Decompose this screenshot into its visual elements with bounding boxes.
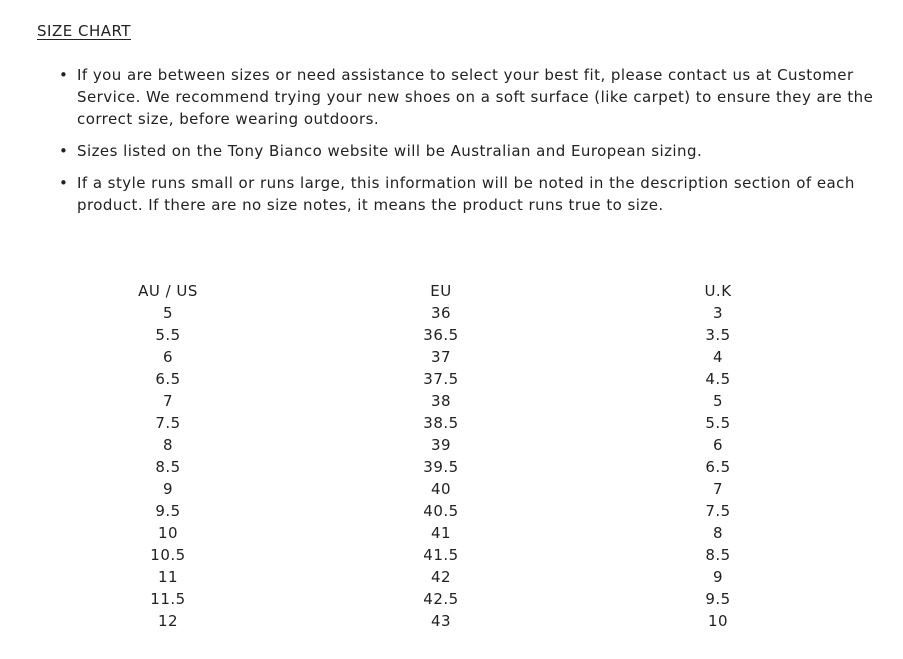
cell-uk: 4.5 xyxy=(705,370,731,388)
size-note-item xyxy=(57,172,877,216)
header-uk: U.K xyxy=(704,282,732,300)
cell-eu: 37 xyxy=(430,348,452,366)
table-row xyxy=(33,588,857,610)
header-au-us: AU / US xyxy=(138,282,198,300)
table-row xyxy=(33,302,857,324)
cell-eu: 36 xyxy=(430,304,452,322)
bullet-icon: • xyxy=(59,142,69,160)
cell-au-us: 10 xyxy=(157,524,179,542)
cell-au-us: 6.5 xyxy=(155,370,181,388)
cell-uk: 3 xyxy=(712,304,724,322)
cell-eu: 39 xyxy=(430,436,452,454)
cell-au-us: 12 xyxy=(157,612,179,630)
cell-au-us: 11.5 xyxy=(150,590,186,608)
table-row xyxy=(33,390,857,412)
cell-au-us: 8.5 xyxy=(155,458,181,476)
table-row xyxy=(33,544,857,566)
cell-uk: 6.5 xyxy=(705,458,731,476)
table-row xyxy=(33,478,857,500)
cell-uk: 9.5 xyxy=(705,590,731,608)
cell-uk: 3.5 xyxy=(705,326,731,344)
size-note-text: If you are between sizes or need assistance to select your best fit, please contact us at Customer Service. We recommend trying your new shoes on a soft surface (like carpet) to ensure they are the correct size, before wearing outdoors. xyxy=(77,66,874,128)
cell-uk: 8 xyxy=(712,524,724,542)
cell-uk: 4 xyxy=(712,348,724,366)
cell-uk: 7.5 xyxy=(705,502,731,520)
table-row xyxy=(33,500,857,522)
size-notes-list xyxy=(57,64,877,226)
table-row xyxy=(33,566,857,588)
size-note-item xyxy=(57,140,877,162)
table-header-row xyxy=(33,280,857,302)
table-row xyxy=(33,522,857,544)
cell-eu: 41 xyxy=(430,524,452,542)
cell-eu: 42 xyxy=(430,568,452,586)
table-row xyxy=(33,368,857,390)
table-row xyxy=(33,346,857,368)
bullet-icon: • xyxy=(59,66,69,84)
cell-uk: 10 xyxy=(707,612,729,630)
size-table-body xyxy=(33,302,857,632)
cell-uk: 5.5 xyxy=(705,414,731,432)
cell-eu: 40.5 xyxy=(423,502,459,520)
cell-au-us: 9.5 xyxy=(155,502,181,520)
size-note-text: If a style runs small or runs large, this information will be noted in the description section of each product. If there are no size notes, it means the product runs true to size. xyxy=(77,174,855,214)
table-row xyxy=(33,412,857,434)
cell-eu: 37.5 xyxy=(423,370,459,388)
cell-au-us: 9 xyxy=(162,480,174,498)
cell-au-us: 10.5 xyxy=(150,546,186,564)
header-eu: EU xyxy=(430,282,452,300)
table-row xyxy=(33,456,857,478)
cell-uk: 8.5 xyxy=(705,546,731,564)
table-row xyxy=(33,324,857,346)
cell-eu: 42.5 xyxy=(423,590,459,608)
table-row xyxy=(33,434,857,456)
cell-au-us: 5.5 xyxy=(155,326,181,344)
cell-eu: 38.5 xyxy=(423,414,459,432)
cell-eu: 38 xyxy=(430,392,452,410)
cell-au-us: 7.5 xyxy=(155,414,181,432)
size-chart-heading[interactable]: SIZE CHART xyxy=(37,22,131,40)
cell-eu: 40 xyxy=(430,480,452,498)
cell-au-us: 6 xyxy=(162,348,174,366)
cell-au-us: 11 xyxy=(157,568,179,586)
size-note-item xyxy=(57,64,877,130)
table-row xyxy=(33,610,857,632)
cell-eu: 39.5 xyxy=(423,458,459,476)
cell-uk: 9 xyxy=(712,568,724,586)
cell-eu: 36.5 xyxy=(423,326,459,344)
bullet-icon: • xyxy=(59,174,69,192)
cell-au-us: 7 xyxy=(162,392,174,410)
cell-uk: 6 xyxy=(712,436,724,454)
cell-eu: 41.5 xyxy=(423,546,459,564)
cell-au-us: 8 xyxy=(162,436,174,454)
cell-uk: 5 xyxy=(712,392,724,410)
cell-au-us: 5 xyxy=(162,304,174,322)
size-conversion-table xyxy=(33,280,857,632)
size-note-text: Sizes listed on the Tony Bianco website will be Australian and European sizing. xyxy=(77,142,703,160)
cell-eu: 43 xyxy=(430,612,452,630)
cell-uk: 7 xyxy=(712,480,724,498)
